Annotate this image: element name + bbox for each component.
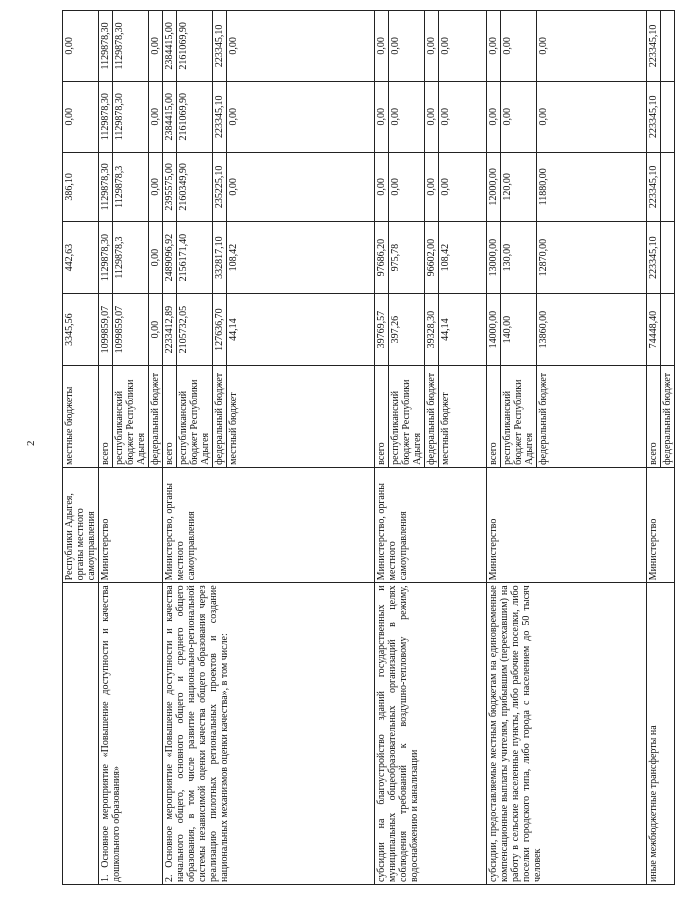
value-cell: 108,42 [227,222,375,294]
value-cell: 14000,00 [487,294,501,366]
value-cell: 0,00 [487,11,501,82]
value-cell: 11880,00 [537,152,647,222]
header-row [63,11,99,885]
funding-source: федеральный бюджет [149,366,163,468]
header-col1 [63,583,99,885]
funding-source: всего [99,366,113,468]
value-cell: 0,00 [149,11,163,82]
funding-source: федеральный бюджет [661,366,675,468]
value-cell: 0,00 [227,81,375,152]
value-cell: 1129878,30 [113,11,149,82]
event-name: субсидии на благоустройство зданий государственных и муниципальных общеобразовательных организаций в целях соблюдения требований к воздушно-тепловому режиму, водоснабжению и канализации [375,583,487,885]
value-cell: 0,00 [149,294,163,366]
event-name: 1. Основное мероприятие «Повышение доступности и качества дошкольного образования» [99,583,163,885]
value-cell: 2384415,00 [163,11,177,82]
value-cell: 0,00 [149,222,163,294]
value-cell: 2395575,00 [163,152,177,222]
executor-name: Министерство [99,467,163,582]
value-cell: 0,00 [375,11,389,82]
value-cell: 0,00 [227,11,375,82]
value-cell: 74448,40 [647,294,661,366]
value-cell [661,222,675,294]
value-cell: 0,00 [439,152,487,222]
value-cell: 223345,10 [647,81,661,152]
value-cell: 0,00 [149,81,163,152]
value-cell: 1129878,30 [99,11,113,82]
value-cell: 0,00 [439,81,487,152]
value-cell: 2105732,05 [177,294,213,366]
value-cell: 223345,10 [647,222,661,294]
value-cell: 2161069,90 [177,81,213,152]
funding-source: всего [375,366,389,468]
funding-source: федеральный бюджет [537,366,647,468]
value-cell: 39769,57 [375,294,389,366]
value-cell: 2156171,40 [177,222,213,294]
executor-name: Министерство [647,467,675,582]
value-cell: 0,00 [537,11,647,82]
value-cell: 2233412,89 [163,294,177,366]
value-cell: 0,00 [439,11,487,82]
funding-source: всего [487,366,501,468]
value-cell [661,11,675,82]
value-cell: 0,00 [389,152,425,222]
value-cell: 13000,00 [487,222,501,294]
value-cell: 235225,10 [213,152,227,222]
value-cell: 223345,10 [213,81,227,152]
value-cell: 1129878,30 [99,222,113,294]
value-cell: 2161069,90 [177,11,213,82]
value-cell: 0,00 [375,152,389,222]
value-cell: 1129878,30 [99,152,113,222]
value-cell: 1099859,07 [99,294,113,366]
value-cell: 0,00 [425,11,439,82]
value-cell: 2489096,92 [163,222,177,294]
header-value: 0,00 [63,11,99,82]
value-cell: 39328,30 [425,294,439,366]
funding-source: федеральный бюджет [425,366,439,468]
value-cell: 127636,70 [213,294,227,366]
budget-table-page [62,10,673,885]
value-cell: 13860,00 [537,294,647,366]
value-cell: 2160349,90 [177,152,213,222]
value-cell: 44,14 [439,294,487,366]
funding-source: республиканский бюджет Республики Адыгея [501,366,537,468]
header-executor: Республики Адыгея, органы местного самоуправления [63,467,99,582]
value-cell: 12000,00 [487,152,501,222]
header-value: 386,10 [63,152,99,222]
table-row [99,11,113,885]
value-cell: 120,00 [501,152,537,222]
header-value: 3345,56 [63,294,99,366]
header-value: 442,63 [63,222,99,294]
funding-source: местный бюджет [439,366,487,468]
executor-name: Министерство, органы местного самоуправления [375,467,487,582]
header-value: 0,00 [63,81,99,152]
value-cell: 0,00 [537,81,647,152]
event-name: 2. Основное мероприятие «Повышение доступности и качества начального общего, основного общего и среднего общего образования, в том числе развитие национально-региональной системы независимой оценки качества общего образования через реализацию пилотных региональных проектов и создание национальных механизмов оценки качества», в том числе: [163,583,375,885]
value-cell: 140,00 [501,294,537,366]
value-cell: 2384415,00 [163,81,177,152]
table-row [647,11,661,885]
value-cell: 0,00 [227,152,375,222]
funding-source: федеральный бюджет [213,366,227,468]
value-cell: 0,00 [501,81,537,152]
value-cell: 1129878,3 [113,152,149,222]
value-cell: 1129878,30 [99,81,113,152]
value-cell: 0,00 [501,11,537,82]
value-cell [661,152,675,222]
value-cell: 130,00 [501,222,537,294]
table-row [375,11,389,885]
value-cell: 332817,10 [213,222,227,294]
funding-source: всего [163,366,177,468]
executor-name: Министерство [487,467,647,582]
value-cell: 108,42 [439,222,487,294]
value-cell: 223345,10 [647,11,661,82]
value-cell: 1129878,3 [113,222,149,294]
value-cell: 223345,10 [213,11,227,82]
executor-name: Министерство, органы местного самоуправления [163,467,375,582]
funding-source: местный бюджет [227,366,375,468]
page-number: 2 [25,440,37,446]
value-cell: 0,00 [149,152,163,222]
header-source: местные бюджеты [63,366,99,468]
value-cell: 12870,00 [537,222,647,294]
value-cell: 975,78 [389,222,425,294]
value-cell: 0,00 [375,81,389,152]
value-cell [661,81,675,152]
value-cell: 0,00 [389,81,425,152]
funding-source: всего [647,366,661,468]
value-cell: 1129878,30 [113,81,149,152]
value-cell: 0,00 [389,11,425,82]
value-cell: 97686,20 [375,222,389,294]
value-cell: 397,26 [389,294,425,366]
budget-table [62,10,675,885]
value-cell: 1099859,07 [113,294,149,366]
table-row [163,11,177,885]
value-cell: 0,00 [425,152,439,222]
funding-source: республиканский бюджет Республики Адыгея [177,366,213,468]
value-cell: 96602,00 [425,222,439,294]
value-cell: 223345,10 [647,152,661,222]
event-name: иные межбюджетные трансферты на [647,583,675,885]
table-row [487,11,501,885]
value-cell: 44,14 [227,294,375,366]
event-name: субсидии, предоставляемые местным бюджетам на единовременные компенсационные выплаты учителям, прибывшим (переехавшим) на работу в сельские населенные пункты, либо рабочие поселки, либо поселки городского типа, либо города с населением до 50 тысяч человек [487,583,647,885]
funding-source: республиканский бюджет Республики Адыгея [113,366,149,468]
value-cell: 0,00 [425,81,439,152]
funding-source: республиканский бюджет Республики Адыгея [389,366,425,468]
value-cell [661,294,675,366]
value-cell: 0,00 [487,81,501,152]
